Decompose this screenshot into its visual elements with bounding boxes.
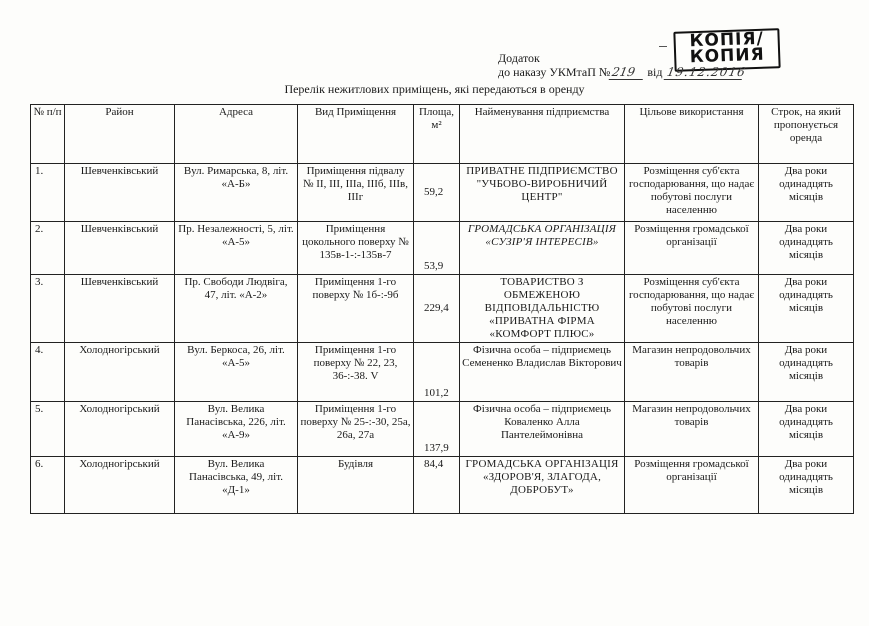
document-title: Перелік нежитлових приміщень, які передаються в оренду (284, 82, 585, 96)
row-area: 101,2 (414, 343, 460, 402)
row-address: Вул. Велика Панасівська, 49, літ. «Д-1» (175, 457, 298, 514)
row-company: ГРОМАДСЬКА ОРГАНІЗАЦІЯ «СУЗІР'Я ІНТЕРЕСІВ» (460, 222, 625, 275)
row-company: ГРОМАДСЬКА ОРГАНІЗАЦІЯ «ЗДОРОВ'Я, ЗЛАГОДА, ДОБРОБУТ» (460, 457, 625, 514)
row-company: ТОВАРИСТВО З ОБМЕЖЕНОЮ ВІДПОВІДАЛЬНІСТЮ «ПРИВАТНА ФІРМА «КОМФОРТ ПЛЮС» (460, 275, 625, 343)
addendum-prefix: до наказу УКМтаП № (498, 65, 611, 79)
stamp-line-1: КОПІЯ/ (689, 28, 765, 52)
row-area: 137,9 (414, 402, 460, 457)
row-area: 53,9 (414, 222, 460, 275)
row-purpose: Розміщення суб'єкта господарювання, що надає побутові послуги населенню (625, 164, 759, 222)
row-district: Холодногірський (65, 457, 175, 514)
row-purpose: Розміщення громадської організації (625, 457, 759, 514)
header-premises-type: Вид Приміщення (298, 105, 414, 164)
row-premises-type: Приміщення 1-го поверху № 25-:-30, 25а, 26а, 27а (298, 402, 414, 457)
table-row (31, 275, 854, 343)
row-address: Пр. Незалежності, 5, літ. «А-5» (175, 222, 298, 275)
row-term: Два роки одинадцять місяців (759, 164, 854, 222)
row-term: Два роки одинадцять місяців (759, 275, 854, 343)
row-term: Два роки одинадцять місяців (759, 402, 854, 457)
row-company: Фізична особа – підприємець Коваленко Алла Пантелеймонівна (460, 402, 625, 457)
row-area: 84,4 (414, 457, 460, 514)
addendum-block (498, 51, 748, 80)
row-district: Шевченківський (65, 275, 175, 343)
row-no: 1. (31, 164, 65, 222)
addendum-order-line (498, 65, 748, 80)
addendum-title: Додаток (498, 51, 540, 65)
header-district: Район (65, 105, 175, 164)
table-row (31, 164, 854, 222)
row-no: 2. (31, 222, 65, 275)
row-district: Холодногірський (65, 343, 175, 402)
table-row (31, 402, 854, 457)
row-company: Фізична особа – підприємець Семененко Владислав Вікторович (460, 343, 625, 402)
row-address: Пр. Свободи Людвіга, 47, літ. «А-2» (175, 275, 298, 343)
row-address: Вул. Беркоса, 26, літ. «А-5» (175, 343, 298, 402)
premises-table (30, 104, 854, 514)
row-district: Шевченківський (65, 222, 175, 275)
row-premises-type: Приміщення 1-го поверху № 22, 23, 36-:-38. V (298, 343, 414, 402)
header-area: Площа, м² (414, 105, 460, 164)
header-term: Строк, на який пропонується оренда (759, 105, 854, 164)
table-row (31, 222, 854, 275)
header-purpose: Цільове використання (625, 105, 759, 164)
row-area: 229,4 (414, 275, 460, 343)
header-company: Найменування підприємства (460, 105, 625, 164)
addendum-date-prefix: від (647, 65, 663, 79)
row-no: 6. (31, 457, 65, 514)
row-term: Два роки одинадцять місяців (759, 222, 854, 275)
row-purpose: Магазин непродовольчих товарів (625, 343, 759, 402)
row-premises-type: Будівля (298, 457, 414, 514)
row-no: 5. (31, 402, 65, 457)
stamp-dash (659, 46, 667, 47)
order-number: 219 (609, 65, 646, 80)
row-district: Шевченківський (65, 164, 175, 222)
row-term: Два роки одинадцять місяців (759, 457, 854, 514)
row-premises-type: Приміщення підвалу № ІІ, ІІІ, ІІІа, ІІІб, ІІІв, ІІІг (298, 164, 414, 222)
row-purpose: Розміщення суб'єкта господарювання, що надає побутові послуги населенню (625, 275, 759, 343)
row-company: ПРИВАТНЕ ПІДПРИЄМСТВО "УЧБОВО-ВИРОБНИЧИЙ ЦЕНТР" (460, 164, 625, 222)
table-header-row (31, 105, 854, 164)
header-no: № п/п (31, 105, 65, 164)
row-district: Холодногірський (65, 402, 175, 457)
row-address: Вул. Римарська, 8, літ. «А-Б» (175, 164, 298, 222)
row-no: 4. (31, 343, 65, 402)
stamp-line-2: КОПИЯ (689, 44, 765, 68)
row-term: Два роки одинадцять місяців (759, 343, 854, 402)
header-address: Адреса (175, 105, 298, 164)
row-premises-type: Приміщення 1-го поверху № 1б-:-9б (298, 275, 414, 343)
row-area: 59,2 (414, 164, 460, 222)
order-date: 19.12.2016 (664, 65, 745, 80)
table-row (31, 457, 854, 514)
table-row (31, 343, 854, 402)
row-purpose: Розміщення громадської організації (625, 222, 759, 275)
row-purpose: Магазин непродовольчих товарів (625, 402, 759, 457)
row-address: Вул. Велика Панасівська, 226, літ. «А-9» (175, 402, 298, 457)
row-premises-type: Приміщення цокольного поверху № 135в-1-:-135в-7 (298, 222, 414, 275)
row-no: 3. (31, 275, 65, 343)
